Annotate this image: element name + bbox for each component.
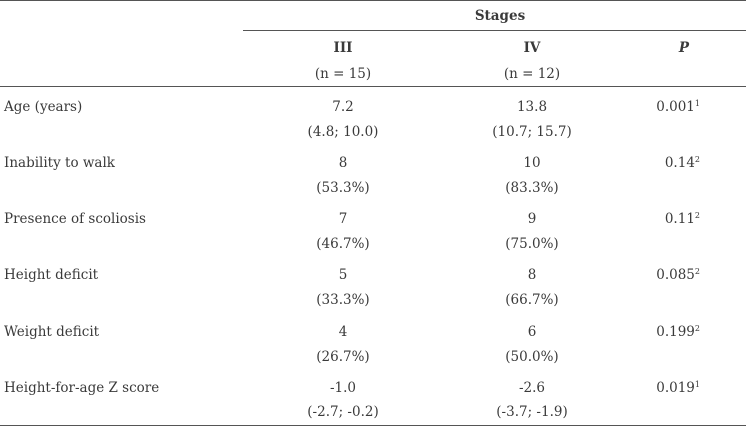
p-value-footnote: 2 bbox=[694, 211, 700, 220]
p-value bbox=[600, 99, 700, 115]
stage-iv-n: (n = 12) bbox=[503, 66, 561, 82]
stage-iv-detail: (75.0%) bbox=[505, 236, 559, 252]
stage-iii-detail: (4.8; 10.0) bbox=[307, 124, 379, 140]
stage-iv-detail: (66.7%) bbox=[505, 292, 559, 308]
p-value bbox=[600, 324, 700, 340]
p-value bbox=[600, 380, 700, 396]
stage-iv-detail: (83.3%) bbox=[505, 180, 559, 196]
top-rule bbox=[0, 0, 746, 1]
stage-iii-header: III bbox=[333, 40, 353, 56]
p-value-number: 0.199 bbox=[656, 324, 695, 340]
stages-underline bbox=[243, 30, 746, 31]
stage-iii-value: 7 bbox=[338, 211, 348, 227]
p-value bbox=[600, 155, 700, 171]
stage-iv-detail: (10.7; 15.7) bbox=[492, 124, 572, 140]
stage-iii-n: (n = 15) bbox=[314, 66, 372, 82]
p-value bbox=[600, 211, 700, 227]
row-label: Weight deficit bbox=[4, 324, 100, 340]
row-label: Inability to walk bbox=[4, 155, 115, 171]
stage-iii-value: -1.0 bbox=[329, 380, 357, 396]
p-value-footnote: 1 bbox=[694, 380, 700, 389]
p-value-number: 0.14 bbox=[664, 155, 695, 171]
p-value-header-text: P bbox=[678, 40, 690, 56]
stage-iv-detail: (-3.7; -1.9) bbox=[496, 404, 568, 420]
p-value bbox=[600, 267, 700, 283]
p-value-footnote: 2 bbox=[694, 324, 700, 333]
p-value-footnote: 1 bbox=[694, 99, 700, 108]
header-bottom-rule bbox=[0, 86, 746, 87]
stages-label: Stages bbox=[474, 8, 526, 24]
p-value-number: 0.085 bbox=[656, 267, 695, 283]
stage-iii-value: 7.2 bbox=[332, 99, 354, 115]
p-value-number: 0.11 bbox=[664, 211, 695, 227]
stage-iii-value: 4 bbox=[338, 324, 348, 340]
stage-iv-value: 9 bbox=[527, 211, 537, 227]
stage-iv-header: IV bbox=[523, 40, 541, 56]
row-label: Height deficit bbox=[4, 267, 99, 283]
stage-iii-detail: (33.3%) bbox=[316, 292, 370, 308]
stage-iii-value: 8 bbox=[338, 155, 348, 171]
stage-iv-value: -2.6 bbox=[518, 380, 546, 396]
stage-iii-detail: (53.3%) bbox=[316, 180, 370, 196]
row-label: Age (years) bbox=[4, 99, 83, 115]
stage-iii-value: 5 bbox=[338, 267, 348, 283]
stage-iv-value: 6 bbox=[527, 324, 537, 340]
p-value-number: 0.019 bbox=[656, 380, 695, 396]
p-value-header bbox=[622, 40, 746, 56]
stage-iv-value: 8 bbox=[527, 267, 537, 283]
row-label: Presence of scoliosis bbox=[4, 211, 146, 227]
stage-iv-value: 10 bbox=[523, 155, 541, 171]
stage-iii-detail: (-2.7; -0.2) bbox=[307, 404, 379, 420]
p-value-number: 0.001 bbox=[656, 99, 695, 115]
stage-iii-detail: (26.7%) bbox=[316, 349, 370, 365]
row-label: Height-for-age Z score bbox=[4, 380, 160, 396]
stage-iv-value: 13.8 bbox=[516, 99, 548, 115]
p-value-footnote: 2 bbox=[694, 155, 700, 164]
stage-iv-detail: (50.0%) bbox=[505, 349, 559, 365]
p-value-footnote: 2 bbox=[694, 267, 700, 276]
stage-iii-detail: (46.7%) bbox=[316, 236, 370, 252]
